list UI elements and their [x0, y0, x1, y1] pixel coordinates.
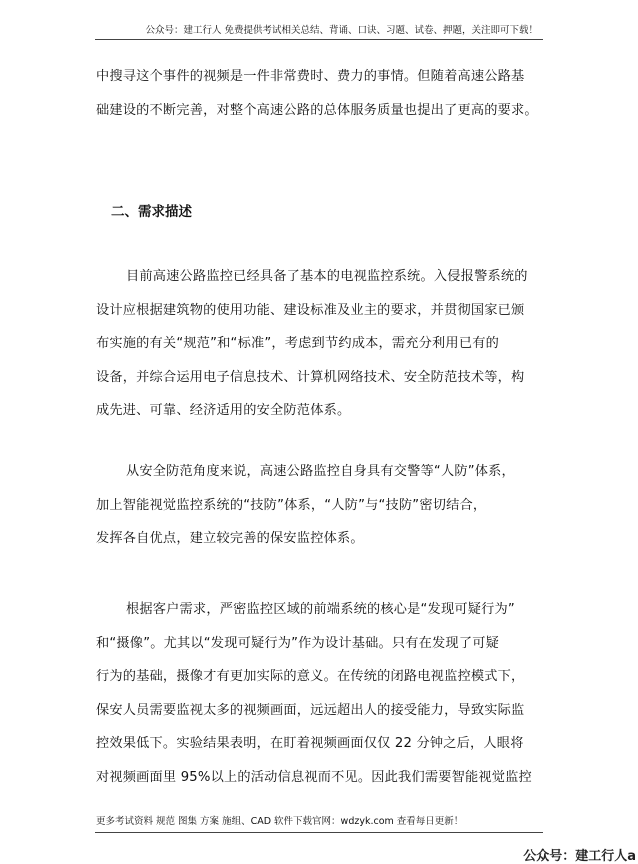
paragraph-line: 控效果低下。实验结果表明，在盯着视频画面仅仅 22 分钟之后，人眼将	[96, 736, 524, 751]
paragraph-line: 从安全防范角度来说，高速公路监控自身具有交警等“人防”体系，	[126, 464, 515, 479]
page-header-text: 公众号：建工行人 免费提供考试相关总结、背诵、口诀、习题、试卷、押题，关注即可下载！	[145, 25, 538, 36]
paragraph-4	[96, 593, 542, 794]
paragraph-line: 设计应根据建筑物的使用功能、建设标准及业主的要求，并贯彻国家已颁	[96, 302, 525, 318]
paragraph-line: 中搜寻这个事件的视频是一件非常费时、费力的事情。但随着高速公路基	[96, 69, 525, 84]
header-divider	[95, 39, 543, 40]
footer-divider	[95, 832, 543, 833]
paragraph-line: 行为的基础，摄像才有更加实际的意义。在传统的闭路电视监控模式下，	[96, 669, 525, 684]
paragraph-line: 对视频画面里 95%以上的活动信息视而不见。因此我们需要智能视觉监控	[96, 769, 532, 785]
paragraph-line: 加上智能视觉监控系统的“技防”体系，“人防”与“技防”密切结合，	[96, 497, 487, 513]
paragraph-line: 保安人员需要监视太多的视频画面，远远超出人的接受能力，导致实际监	[96, 702, 525, 718]
paragraph-line: 成先进、可靠、经济适用的安全防范体系。	[96, 403, 351, 418]
paragraph-line: 设备，并综合运用电子信息技术、计算机网络技术、安全防范技术等，构	[96, 369, 525, 385]
section-heading: 二、需求描述	[111, 204, 192, 220]
paragraph-line: 和“摄像”。尤其以“发现可疑行为”作为设计基础。只有在发现了可疑	[96, 635, 499, 651]
paragraph-line: 目前高速公路监控已经具备了基本的电视监控系统。入侵报警系统的	[126, 269, 528, 284]
paragraph-line: 发挥各自优点，建立较完善的保安监控体系。	[96, 531, 364, 546]
paragraph-1	[96, 60, 542, 127]
paragraph-2	[96, 260, 542, 428]
page-footer-text: 更多考试资料 规范 图集 方案 施组、CAD 软件下载官网：wdzyk.com 查看每日更新！	[96, 816, 464, 827]
paragraph-line: 根据客户需求，严密监控区域的前端系统的核心是“发现可疑行为”	[126, 602, 515, 617]
paragraph-line: 础建设的不断完善，对整个高速公路的总体服务质量也提出了更高的要求。	[96, 102, 538, 118]
paragraph-line: 布实施的有关“规范”和“标准”，考虑到节约成本，需充分利用已有的	[96, 336, 499, 351]
paragraph-3	[96, 455, 542, 556]
watermark-text: 公众号：建工行人a	[523, 849, 636, 864]
